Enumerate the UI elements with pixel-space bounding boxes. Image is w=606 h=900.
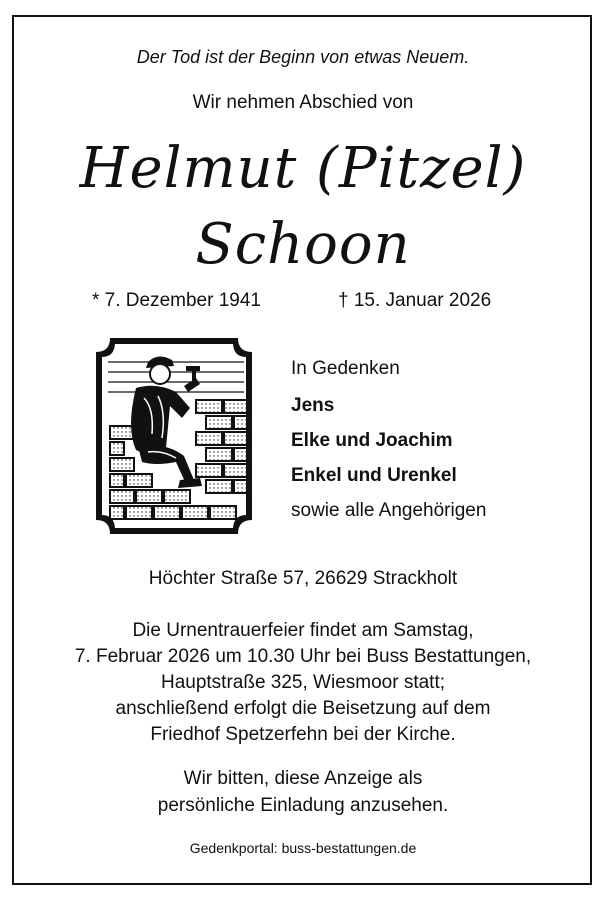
- deceased-name-line2: Schoon: [195, 212, 411, 277]
- deceased-name-line1: Helmut (Pitzel): [79, 136, 527, 201]
- mourner-name: Jens: [291, 395, 335, 416]
- invitation-line: persönliche Einladung anzusehen.: [157, 795, 449, 816]
- ceremony-line: Die Urnentrauerfeier findet am Samstag,: [132, 620, 474, 641]
- birth-date: * 7. Dezember 1941: [92, 290, 261, 311]
- bricklayer-emblem-icon: [96, 338, 252, 534]
- mourners-closing: sowie alle Angehörigen: [291, 500, 487, 521]
- invitation-line: Wir bitten, diese Anzeige als: [183, 768, 423, 789]
- ceremony-line: anschließend erfolgt die Beisetzung auf dem: [115, 698, 491, 719]
- motto: Der Tod ist der Beginn von etwas Neuem.: [136, 47, 470, 67]
- mourners-heading: In Gedenken: [291, 358, 400, 379]
- ceremony-line: 7. Februar 2026 um 10.30 Uhr bei Buss Bestattungen,: [74, 646, 532, 667]
- death-date: † 15. Januar 2026: [338, 290, 492, 311]
- ceremony-line: Friedhof Spetzerfehn bei der Kirche.: [150, 724, 456, 745]
- address: Höchter Straße 57, 26629 Strackholt: [148, 568, 458, 589]
- mourner-name: Elke und Joachim: [291, 430, 453, 451]
- mourner-name: Enkel und Urenkel: [291, 465, 457, 486]
- ceremony-line: Hauptstraße 325, Wiesmoor statt;: [160, 672, 446, 693]
- memorial-portal: Gedenkportal: buss-bestattungen.de: [189, 840, 417, 856]
- intro-text: Wir nehmen Abschied von: [192, 92, 414, 113]
